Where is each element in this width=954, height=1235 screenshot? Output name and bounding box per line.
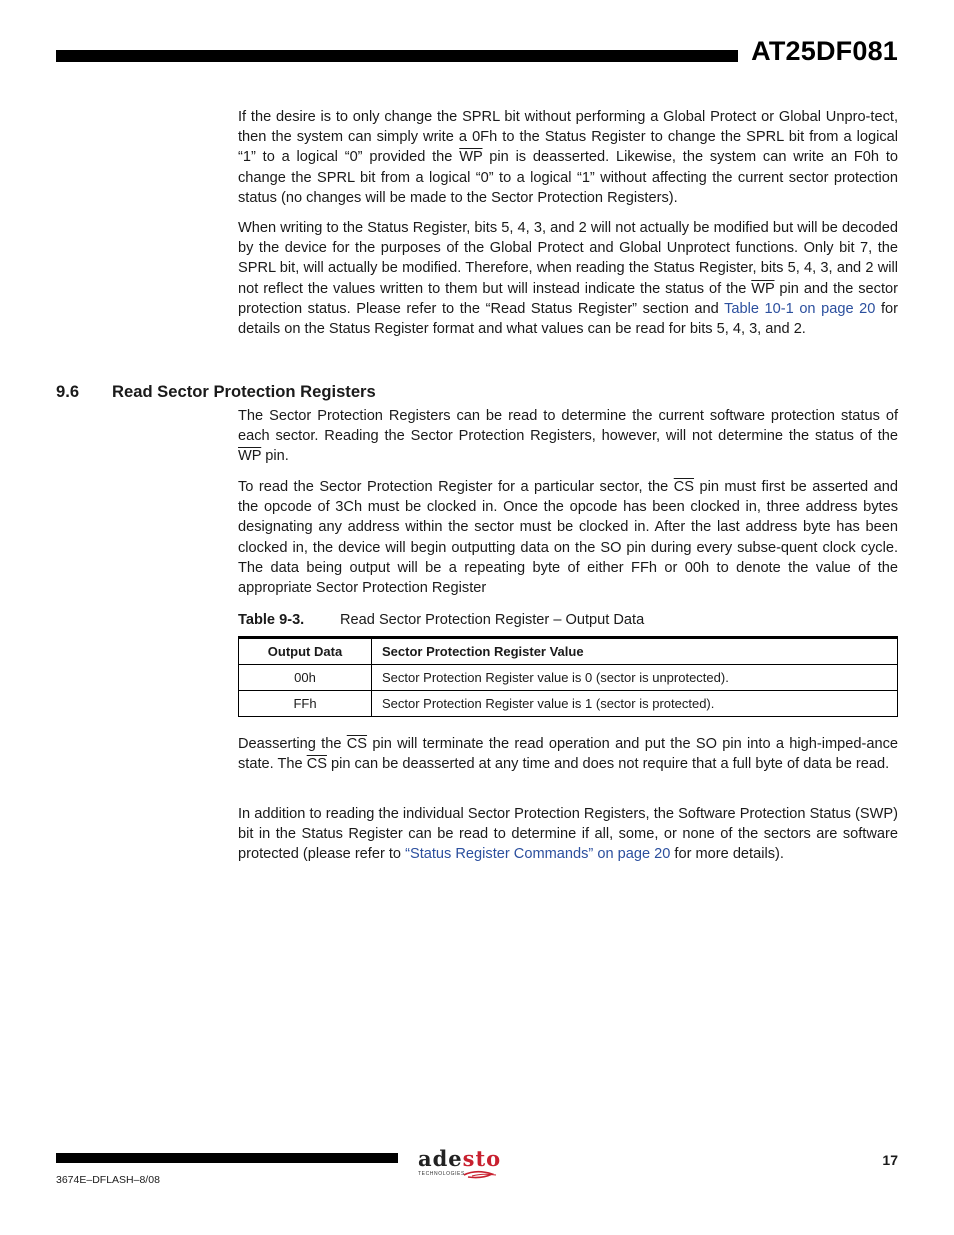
wp-signal: $\overline{WP}$	[238, 448, 262, 465]
page-number: 17	[882, 1152, 898, 1168]
adesto-logo: adesto TECHNOLOGIES	[418, 1148, 502, 1182]
footer-rule	[56, 1153, 398, 1163]
paragraph-sprl-change: If the desire is to only change the SPRL bit without performing a Global Protect or Global Unpro-tect, then the system can simply write a 0Fh to the Status Register to change the SPRL bit from a logical “1” to a logical “0” provided the $\overline{WP}$ pin is deasserted. Likewise, the system can write an F0h to change the SPRL bit from a logical “0” to a logical “1” without affecting the current sector protection status (no changes will be made to the Sector Protection Registers).	[238, 109, 899, 206]
table-caption-text: Read Sector Protection Register – Output Data	[340, 612, 645, 628]
wp-signal: $\overline{WP}$	[459, 149, 483, 166]
paragraph-read-procedure: To read the Sector Protection Register for a particular sector, the $\overline{CS}$ pin must first be asserted and the opcode of 3Ch must be clocked in. Once the opcode has been clocked in, three address bytes designating any address within the sector must be clocked in. After the last address byte has been clocked in, the device will begin outputting data on the SO pin during every subse-quent clock cycle. The data being output will be a repeating byte of either FFh or 00h to denote the value of the appropriate Sector Protection Register	[238, 479, 898, 597]
cs-signal: $\overline{CS}$	[306, 756, 327, 773]
output-data-table	[238, 636, 898, 717]
document-number: 3674E–DFLASH–8/08	[56, 1174, 160, 1186]
column-header: Sector Protection Register Value	[372, 638, 898, 665]
table-10-1-link[interactable]: Table 10-1 on page 20	[724, 300, 876, 317]
table-caption	[238, 612, 644, 628]
table-header-row	[239, 638, 898, 665]
section-heading	[56, 382, 376, 402]
header-rule	[56, 50, 738, 62]
table-cell: FFh	[239, 691, 372, 717]
section-title: Read Sector Protection Registers	[112, 382, 376, 401]
table-cell: 00h	[239, 665, 372, 691]
column-header: Output Data	[239, 638, 372, 665]
section-number: 9.6	[56, 382, 80, 401]
logo-swoosh-icon	[462, 1170, 498, 1180]
paragraph-deasserting-cs: Deasserting the $\overline{CS}$ pin will terminate the read operation and put the SO pin into a high-imped-ance state. The $\overline{CS}$ pin can be deasserted at any time and does not require that a full byte of data be read.	[238, 736, 898, 773]
table-cell: Sector Protection Register value is 1 (sector is protected).	[372, 691, 898, 717]
table-row	[239, 665, 898, 691]
table-cell: Sector Protection Register value is 0 (sector is unprotected).	[372, 665, 898, 691]
table-caption-label: Table 9-3.	[238, 612, 305, 628]
cs-signal: $\overline{CS}$	[346, 736, 368, 752]
table-row	[239, 691, 898, 717]
wp-signal: $\overline{WP}$	[751, 280, 775, 297]
cs-signal: $\overline{CS}$	[673, 479, 695, 495]
paragraph-status-register-bits: When writing to the Status Register, bits 5, 4, 3, and 2 will not actually be modified but will be decoded by the device for the purposes of the Global Protect and Global Unprotect functions. Only bit 7, the SPRL bit, will actually be modified. Therefore, when reading the Status Register, bits 5, 4, 3, and 2 will not reflect the values written to them but will instead indicate the status of the $\overline{WP}$ pin and the sector protection status. Please refer to the “Read Status Register” section and Table 10-1 on page 20 for details on the Status Register format and what values can be read for bits 5, 4, 3, and 2.	[238, 220, 899, 338]
paragraph-swp-bit: In addition to reading the individual Sector Protection Registers, the Software Protection Status (SWP) bit in the Status Register can be read to determine if all, some, or none of the sectors are software protected (please refer to “Status Register Commands” on page 20 for more details).	[238, 806, 898, 863]
status-register-commands-link[interactable]: “Status Register Commands” on page 20	[405, 846, 671, 863]
paragraph-read-registers: The Sector Protection Registers can be read to determine the current software protection status of each sector. Reading the Sector Protection Registers, however, will not determine the status of the $\overline{WP}$ pin.	[238, 408, 898, 465]
document-title: AT25DF081	[751, 36, 898, 66]
